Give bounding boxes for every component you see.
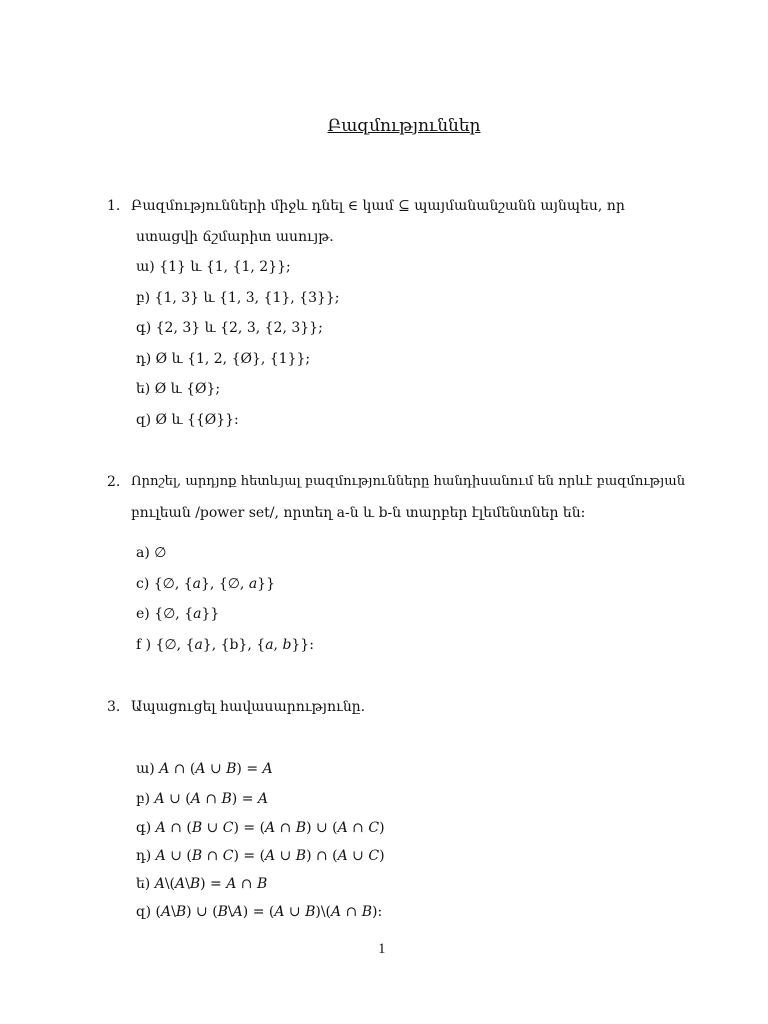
- question-3-item-b: բ) 𝐴 ∪ (𝐴 ∩ 𝐵) = 𝐴: [136, 791, 268, 807]
- question-3-number: 3.: [107, 699, 121, 715]
- question-2-number: 2.: [107, 474, 121, 490]
- question-1-text-line2: ստացվի ճշմարիտ ասույթ.: [136, 229, 334, 245]
- question-1-item-d: դ) Ø և {1, 2, {Ø}, {1}};: [136, 351, 311, 367]
- question-2-item-e: e) {∅, {𝑎}}: [136, 606, 220, 622]
- question-1-number: 1.: [107, 198, 121, 214]
- question-2-item-c: c) {∅, {𝑎}, {∅, 𝑎}}: [136, 576, 275, 592]
- question-3-item-a: ա) 𝐴 ∩ (𝐴 ∪ 𝐵) = 𝐴: [136, 761, 273, 777]
- question-2-item-a: a) ∅: [136, 545, 167, 561]
- question-2-text-line1: Որոշել, արդյոք հետևյալ բազմությունները հանդիսանում են որևէ բազմության: [131, 474, 686, 489]
- question-1-item-e: ե) Ø և {Ø};: [136, 381, 221, 397]
- question-1-item-c: գ) {2, 3} և {2, 3, {2, 3}};: [136, 320, 323, 336]
- question-1-text-line1: Բազմությունների միջև դնել ∈ կամ ⊆ պայմանանշանն այնպես, որ: [131, 198, 625, 214]
- question-3-item-c: գ) 𝐴 ∩ (𝐵 ∪ 𝐶) = (𝐴 ∩ 𝐵) ∪ (𝐴 ∩ 𝐶): [136, 820, 385, 836]
- page-number: 1: [378, 941, 386, 957]
- question-3-item-d: դ) 𝐴 ∪ (𝐵 ∩ 𝐶) = (𝐴 ∪ 𝐵) ∩ (𝐴 ∪ 𝐶): [136, 848, 385, 864]
- question-3-text-line1: Ապացուցել հավասարությունը.: [131, 699, 366, 715]
- question-3-item-f: զ) (𝐴\𝐵) ∪ (𝐵\𝐴) = (𝐴 ∪ 𝐵)\(𝐴 ∩ 𝐵):: [136, 904, 383, 920]
- question-2-item-f: f ) {∅, {𝑎}, {b}, {𝑎, 𝑏}}:: [136, 637, 314, 653]
- question-1-item-b: բ) {1, 3} և {1, 3, {1}, {3}};: [136, 290, 340, 306]
- question-2-text-line2: բուլեան /power set/, որտեղ a-ն և b-ն տարբեր էլեմենտներ են:: [131, 505, 586, 521]
- document-title: Բազմություններ: [327, 116, 481, 136]
- question-1-item-a: ա) {1} և {1, {1, 2}};: [136, 259, 291, 275]
- question-1-item-f: զ) Ø և {{Ø}}:: [136, 412, 239, 428]
- question-3-item-e: ե) 𝐴\(𝐴\𝐵) = 𝐴 ∩ 𝐵: [136, 876, 268, 892]
